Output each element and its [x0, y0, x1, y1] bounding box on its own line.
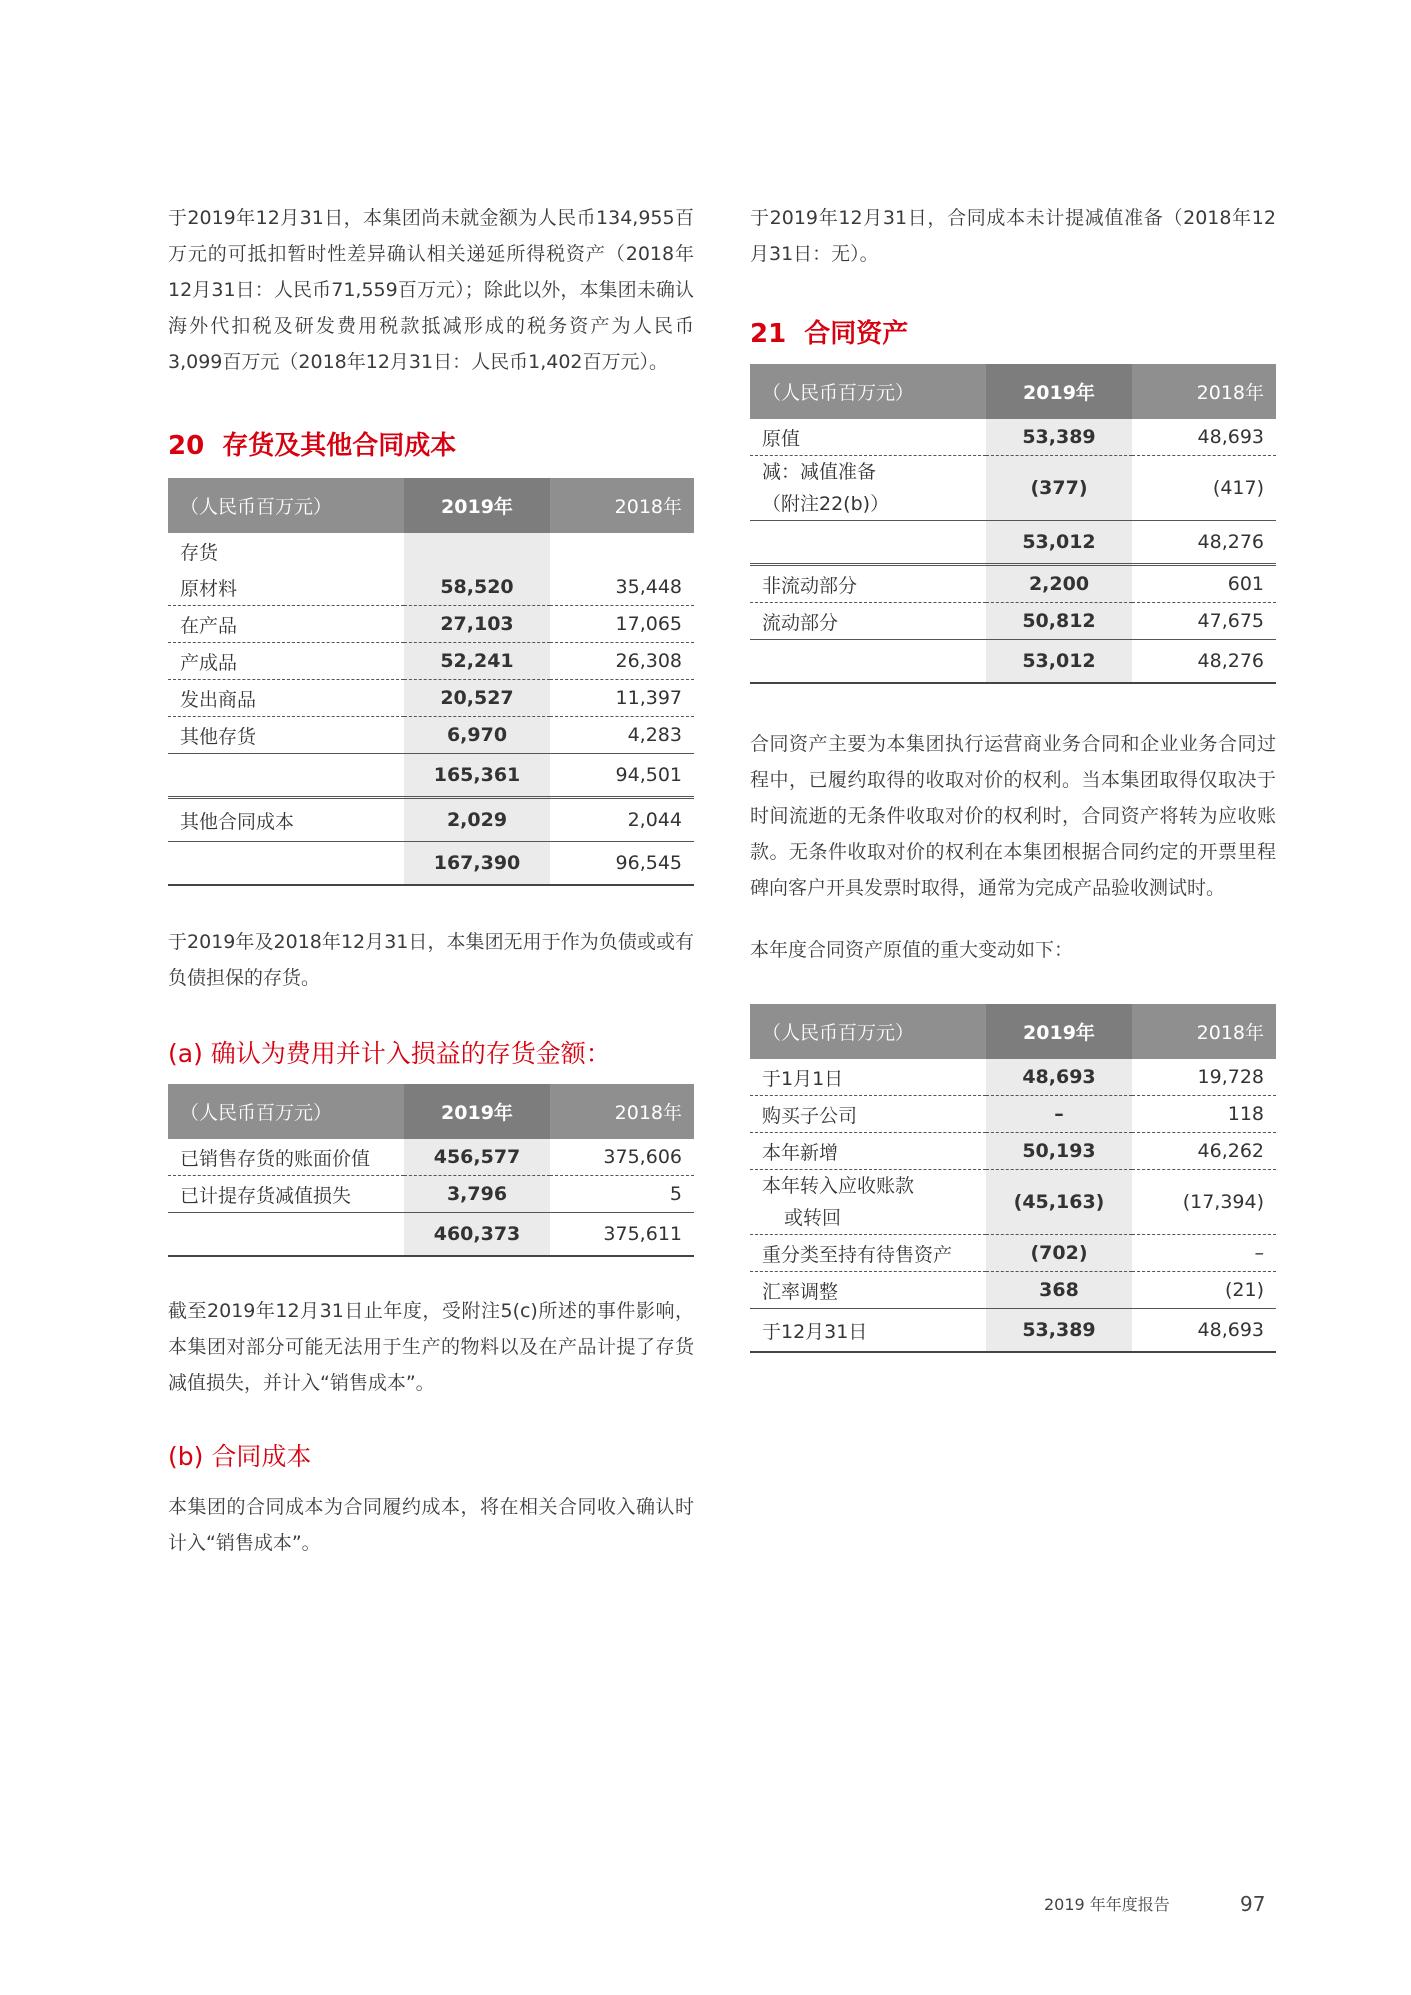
row-label: 非流动部分: [750, 565, 986, 603]
subtotal-2018: 48,276: [1132, 521, 1276, 565]
inventory-note-paragraph: 于2019年及2018年12月31日，本集团无用于作为负债或或有负债担保的存货。: [168, 931, 694, 989]
contract-assets-movement-table: [750, 1004, 1276, 1353]
table-row: [750, 603, 1276, 640]
subsection-b-heading: (b) 合同成本: [168, 1442, 312, 1471]
row-label: 流动部分: [750, 603, 986, 640]
right-column: [750, 200, 1276, 1353]
year-2019-header: 2019年: [986, 364, 1132, 419]
report-title: 2019 年年度报告: [1044, 1895, 1170, 1914]
section-20-heading: [168, 426, 694, 466]
value-2018: 2,044: [550, 798, 694, 842]
subtotal-row: [750, 521, 1276, 565]
total-2019: 167,390: [404, 842, 550, 886]
page-number: 97: [1240, 1892, 1266, 1916]
table-row: [168, 643, 694, 680]
value-2019: –: [986, 1096, 1132, 1133]
row-label-line1: 本年转入应收账款: [762, 1175, 915, 1197]
value-2018: 375,606: [550, 1139, 694, 1176]
row-label: 汇率调整: [750, 1272, 986, 1309]
value-2019: 456,577: [404, 1139, 550, 1176]
year-2019-header: 2019年: [404, 1084, 550, 1139]
total-row: [168, 842, 694, 886]
value-2019: (702): [986, 1235, 1132, 1272]
total-row: [750, 1309, 1276, 1353]
left-intro-paragraph: 于2019年12月31日，本集团尚未就金额为人民币134,955百万元的可抵扣暂时性差异确认相关递延所得税资产（2018年12月31日：人民币71,559百万元）；除此以外，本集团未确认海外代扣税及研发费用税款抵减形成的税务资产为人民币3,099百万元（2018年12月31日：人民币1,402百万元）。: [168, 207, 694, 373]
value-2018: (17,394): [1132, 1170, 1276, 1235]
table-row: [750, 565, 1276, 603]
row-label-line2: （附注22(b)）: [762, 493, 890, 515]
subtotal-2019: 53,012: [986, 521, 1132, 565]
total-2018: 375,611: [603, 1223, 682, 1245]
value-2019: 48,693: [986, 1059, 1132, 1096]
total-2018: 48,693: [1197, 1319, 1264, 1341]
total-2018: 48,276: [1197, 650, 1264, 672]
value-2018: –: [1132, 1235, 1276, 1272]
year-2018-header: 2018年: [550, 1084, 694, 1139]
subsection-a-heading: (a) 确认为费用并计入损益的存货金额：: [168, 1039, 611, 1068]
table-unit-header: （人民币百万元）: [750, 1004, 986, 1059]
row-label: 其他合同成本: [168, 798, 404, 842]
row-label: 已计提存货减值损失: [168, 1176, 404, 1213]
row-label-line1: 减：减值准备: [762, 461, 877, 483]
impairment-note-paragraph: 截至2019年12月31日止年度，受附注5(c)所述的事件影响，本集团对部分可能无法用于生产的物料以及在产品计提了存货减值损失，并计入“销售成本”。: [168, 1300, 694, 1394]
table-row: [750, 1133, 1276, 1170]
value-2018: 118: [1132, 1096, 1276, 1133]
contract-cost-paragraph: 本集团的合同成本为合同履约成本，将在相关合同收入确认时计入“销售成本”。: [168, 1496, 694, 1554]
movement-intro-paragraph: 本年度合同资产原值的重大变动如下：: [750, 939, 1074, 961]
table-unit-header: （人民币百万元）: [168, 1084, 404, 1139]
value-2019: (45,163): [986, 1170, 1132, 1235]
row-label: 其他存货: [168, 717, 404, 754]
value-2018: (417): [1132, 456, 1276, 521]
value-2019: 6,970: [404, 717, 550, 754]
total-2019: 460,373: [404, 1213, 550, 1257]
value-2019: 58,520: [404, 569, 550, 606]
value-2018: 19,728: [1132, 1059, 1276, 1096]
table-row: [168, 717, 694, 754]
table-unit-header: （人民币百万元）: [750, 364, 986, 419]
total-2018: 96,545: [615, 852, 682, 874]
value-2019: 50,812: [986, 603, 1132, 640]
year-2018-header: 2018年: [1132, 364, 1276, 419]
row-label: 购买子公司: [750, 1096, 986, 1133]
table-row: [168, 798, 694, 842]
row-label: 重分类至持有待售资产: [750, 1235, 986, 1272]
row-label: 发出商品: [168, 680, 404, 717]
value-2019: 50,193: [986, 1133, 1132, 1170]
total-row: [168, 1213, 694, 1257]
inventory-group-label: 存货: [180, 541, 219, 564]
value-2019: 53,389: [986, 419, 1132, 456]
left-column: [168, 200, 694, 1561]
value-2019: 2,029: [404, 798, 550, 842]
table-row: [750, 419, 1276, 456]
row-label: 产成品: [168, 643, 404, 680]
section-20-number: 20: [168, 431, 205, 461]
row-label: 原材料: [168, 569, 404, 606]
subtotal-2018: 94,501: [550, 754, 694, 798]
value-2019: 3,796: [404, 1176, 550, 1213]
subtotal-2019: 165,361: [404, 754, 550, 798]
value-2019: (377): [986, 456, 1132, 521]
value-2018: 48,693: [1132, 419, 1276, 456]
table-row: [168, 680, 694, 717]
year-2019-header: 2019年: [986, 1004, 1132, 1059]
year-2018-header: 2018年: [1132, 1004, 1276, 1059]
table-row: [750, 1059, 1276, 1096]
value-2019: 52,241: [404, 643, 550, 680]
total-2019: 53,389: [986, 1309, 1132, 1353]
row-label-line2: 或转回: [784, 1207, 842, 1229]
value-2018: 601: [1132, 565, 1276, 603]
section-21-heading: [750, 314, 1276, 354]
row-label: 于1月1日: [750, 1059, 986, 1096]
row-label: 于12月31日: [762, 1320, 868, 1343]
table-row: [750, 1272, 1276, 1309]
page-footer: [0, 1890, 1411, 1930]
table-row: [750, 1170, 1276, 1235]
section-20-title: 存货及其他合同成本: [222, 431, 457, 461]
inventory-expense-table: [168, 1084, 694, 1257]
contract-assets-table: [750, 364, 1276, 684]
value-2018: 47,675: [1132, 603, 1276, 640]
row-label: 已销售存货的账面价值: [168, 1139, 404, 1176]
row-label: 在产品: [168, 606, 404, 643]
table-row: [168, 1139, 694, 1176]
year-2018-header: 2018年: [550, 478, 694, 533]
table-row: [168, 606, 694, 643]
value-2019: 20,527: [404, 680, 550, 717]
value-2018: (21): [1132, 1272, 1276, 1309]
year-2019-header: 2019年: [404, 478, 550, 533]
value-2019: 2,200: [986, 565, 1132, 603]
total-2019: 53,012: [986, 640, 1132, 684]
value-2018: 11,397: [550, 680, 694, 717]
table-row: [168, 1176, 694, 1213]
value-2018: 5: [550, 1176, 694, 1213]
value-2019: 27,103: [404, 606, 550, 643]
value-2018: 4,283: [550, 717, 694, 754]
table-row: [168, 569, 694, 606]
value-2018: 17,065: [550, 606, 694, 643]
table-row: [750, 456, 1276, 521]
contract-assets-paragraph: 合同资产主要为本集团执行运营商业务合同和企业业务合同过程中，已履约取得的收取对价的权利。当本集团取得仅取决于时间流逝的无条件收取对价的权利时，合同资产将转为应收账款。无条件收取对价的权利在本集团根据合同约定的开票里程碑向客户开具发票时取得，通常为完成产品验收测试时。: [750, 733, 1276, 899]
value-2018: 35,448: [550, 569, 694, 606]
table-row: [750, 1096, 1276, 1133]
right-intro-paragraph: 于2019年12月31日，合同成本未计提减值准备（2018年12月31日：无）。: [750, 207, 1276, 265]
table-row: [750, 1235, 1276, 1272]
table-unit-header: （人民币百万元）: [168, 478, 404, 533]
section-21-title: 合同资产: [804, 319, 909, 349]
row-label: 原值: [750, 419, 986, 456]
row-label: 本年新增: [750, 1133, 986, 1170]
value-2018: 26,308: [550, 643, 694, 680]
section-21-number: 21: [750, 319, 787, 349]
subtotal-row: [168, 754, 694, 798]
value-2018: 46,262: [1132, 1133, 1276, 1170]
value-2019: 368: [986, 1272, 1132, 1309]
inventory-table: [168, 478, 694, 886]
total-row: [750, 640, 1276, 684]
